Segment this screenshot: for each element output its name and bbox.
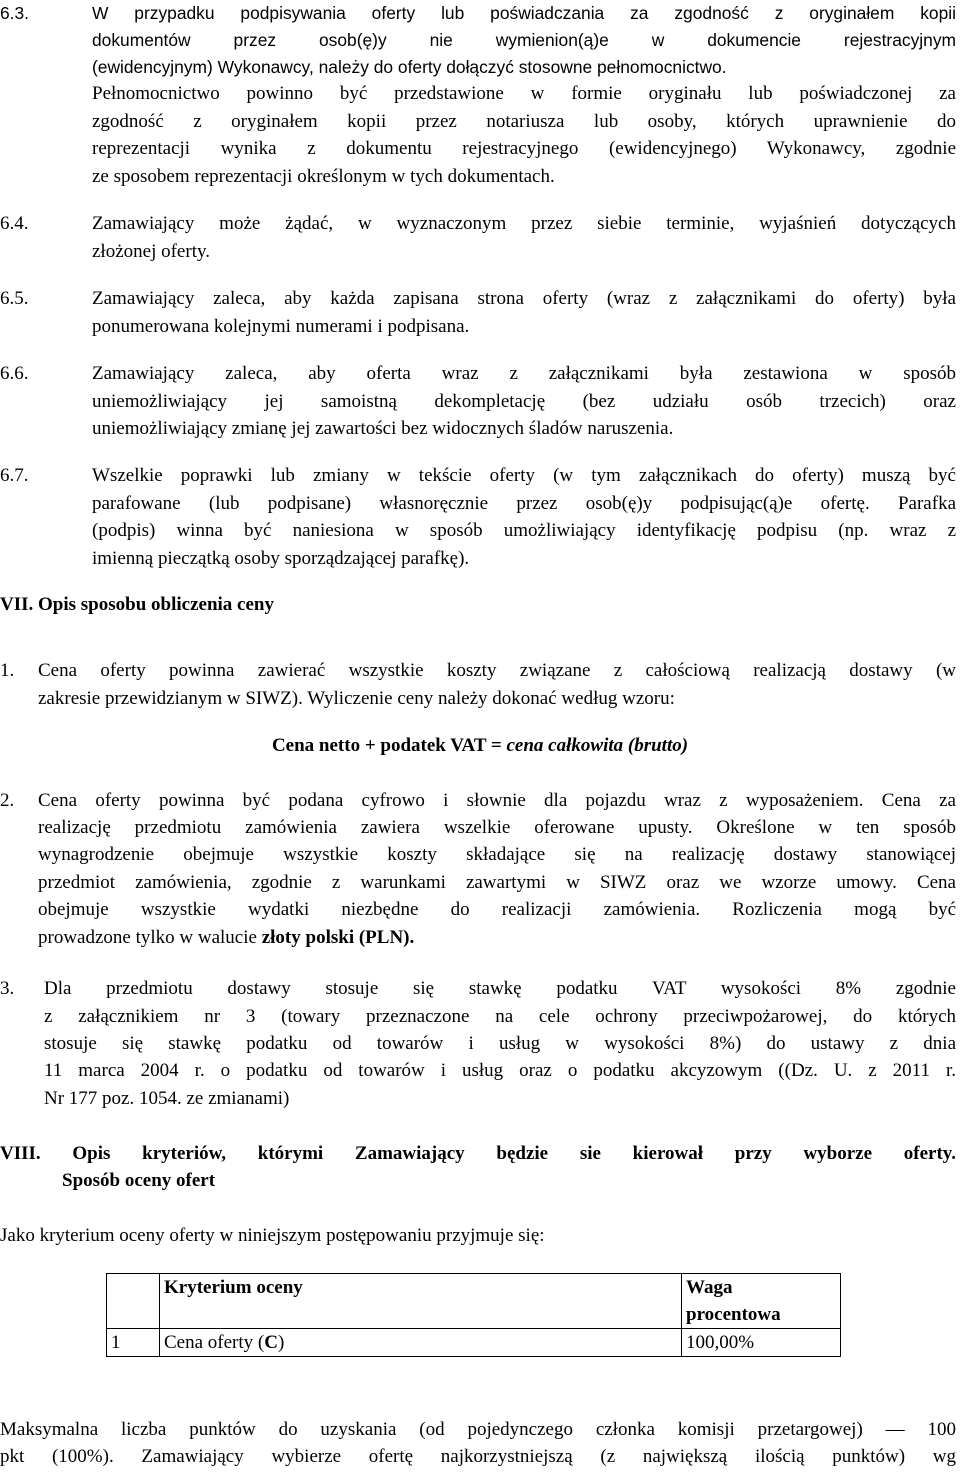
table-header-cell — [107, 1274, 160, 1329]
paragraph-line: wynagrodzenie obejmuje wszystkie koszty składające się na realizację dostawy stanowiącej — [38, 844, 956, 865]
table-cell: 100,00% — [682, 1329, 841, 1357]
paragraph-line: ze sposobem reprezentacji określonym w tych dokumentach. — [92, 166, 555, 187]
paragraph-line: imienną pieczątką osoby sporządzającej parafkę). — [92, 548, 470, 569]
paragraph-line: Dla przedmiotu dostawy stosuje się stawkę podatku VAT wysokości 8% zgodnie — [44, 978, 956, 999]
paragraph-line: zgodność z oryginałem kopii przez notariusza lub osoby, których uprawnienie do — [92, 111, 956, 132]
paragraph-line: pkt (100%). Zamawiający wybierze ofertę najkorzystniejszą (z największą ilością punktów) wg — [0, 1446, 956, 1467]
paragraph-line: (ewidencyjnym) Wykonawcy, należy do oferty dołączyć stosowne pełnomocnictwo. — [92, 57, 727, 77]
paragraph-line: (podpis) winna być naniesiona w sposób umożliwiający identyfikację podpisu (np. wraz z — [92, 520, 956, 541]
table-header-cell — [682, 1274, 841, 1329]
paragraph-line: ponumerowana kolejnymi numerami i podpisana. — [92, 316, 470, 337]
section-number: 6.3. — [0, 3, 30, 23]
price-formula — [0, 732, 960, 760]
text-run: prowadzone tylko w walucie — [38, 927, 257, 948]
point-number: 3. — [0, 978, 15, 999]
paragraph-line: Nr 177 poz. 1054. ze zmianami) — [44, 1088, 290, 1109]
paragraph-line: zakresie przewidzianym w SIWZ). Wyliczenie ceny należy dokonać według wzoru: — [38, 688, 675, 709]
table-row — [107, 1329, 841, 1357]
paragraph-line: Pełnomocnictwo powinno być przedstawione w formie oryginału lub poświadczonej za — [92, 83, 956, 104]
currency-bold: złoty polski (PLN). — [261, 927, 415, 948]
paragraph-line: stosuje się stawkę podatku od towarów i usług w wysokości 8%) do ustawy z dnia — [44, 1033, 956, 1054]
formula-italic-part: cena całkowita (brutto) — [506, 735, 689, 756]
section-number: 6.5. — [0, 288, 29, 309]
paragraph-line: Wszelkie poprawki lub zmiany w tekście oferty (w tym załącznikach do oferty) muszą być — [92, 465, 956, 486]
criterion-letter: C — [264, 1332, 278, 1353]
point-number: 2. — [0, 790, 15, 811]
paragraph-line — [38, 924, 414, 952]
table-cell — [160, 1329, 682, 1357]
section-number: 6.6. — [0, 363, 29, 384]
header-weight-line-2: procentowa — [686, 1304, 781, 1325]
paragraph-line: Cena oferty powinna być podana cyfrowo i słownie dla pojazdu wraz z wyposażeniem. Cena za — [38, 790, 956, 811]
heading-line: Sposób oceny ofert — [62, 1170, 216, 1191]
paragraph-line: uniemożliwiający zmianę jej zawartości bez widocznych śladów naruszenia. — [92, 418, 674, 439]
paragraph-line: dokumentów przez osob(ę)y nie wymienion(ą)e w dokumencie rejestracyjnym — [92, 30, 956, 50]
paragraph-line: uniemożliwiający jej samoistną dekompletację (bez udziału osób trzecich) oraz — [92, 391, 956, 412]
paragraph-line: Zamawiający zaleca, aby oferta wraz z załącznikami była zestawiona w sposób — [92, 363, 956, 384]
paragraph-line: Maksymalna liczba punktów do uzyskania (od pojedynczego członka komisji przetargowej) — 100 — [0, 1419, 956, 1440]
paragraph-line: 11 marca 2004 r. o podatku od towarów i usług oraz o podatku akcyzowym ((Dz. U. z 2011 r. — [44, 1060, 956, 1081]
heading-line: VIII. Opis kryteriów, którymi Zamawiający będzie sie kierował przy wyborze oferty. — [0, 1143, 956, 1164]
formula-bold-part: Cena netto + podatek VAT = — [271, 735, 502, 756]
table-header-cell — [160, 1274, 682, 1329]
criterion-text-end: ) — [277, 1332, 285, 1353]
paragraph-line: W przypadku podpisywania oferty lub poświadczania za zgodność z oryginałem kopii — [92, 3, 956, 23]
paragraph-line: Cena oferty powinna zawierać wszystkie koszty związane z całościową realizacją dostawy (w — [38, 660, 956, 681]
paragraph-line: Zamawiający może żądać, w wyznaczonym przez siebie terminie, wyjaśnień dotyczących — [92, 213, 956, 234]
section-number: 6.4. — [0, 213, 29, 234]
paragraph-line: z załącznikiem nr 3 (towary przeznaczone na cele ochrony przeciwpożarowej, do których — [44, 1006, 956, 1027]
point-number: 1. — [0, 660, 15, 681]
header-weight-line-1: Waga — [686, 1277, 733, 1298]
criteria-intro: Jako kryterium oceny oferty w niniejszym postępowaniu przyjmuje się: — [0, 1225, 545, 1246]
table-header-row — [107, 1274, 841, 1329]
paragraph-line: parafowane (lub podpisane) własnoręcznie przez osob(ę)y podpisując(ą)e ofertę. Parafka — [92, 493, 956, 514]
paragraph-line: obejmuje wszystkie wydatki niezbędne do realizacji zamówienia. Rozliczenia mogą być — [38, 899, 956, 920]
table-cell: 1 — [107, 1329, 160, 1357]
header-criterion: Kryterium oceny — [164, 1277, 303, 1298]
section-heading-vii: VII. Opis sposobu obliczenia ceny — [0, 594, 274, 615]
criteria-table — [106, 1273, 841, 1357]
criterion-text: Cena oferty ( — [164, 1332, 265, 1353]
paragraph-line: realizację przedmiotu zamówienia zawiera wszelkie oferowane upusty. Określone w ten sposób — [38, 817, 956, 838]
paragraph-line: złożonej oferty. — [92, 241, 210, 262]
paragraph-line: reprezentacji wynika z dokumentu rejestracyjnego (ewidencyjnego) Wykonawcy, zgodnie — [92, 138, 956, 159]
paragraph-line: Zamawiający zaleca, aby każda zapisana strona oferty (wraz z załącznikami do oferty) była — [92, 288, 956, 309]
section-number: 6.7. — [0, 465, 29, 486]
paragraph-line: przedmiot zamówienia, zgodnie z warunkami zawartymi w SIWZ oraz we wzorze umowy. Cena — [38, 872, 956, 893]
